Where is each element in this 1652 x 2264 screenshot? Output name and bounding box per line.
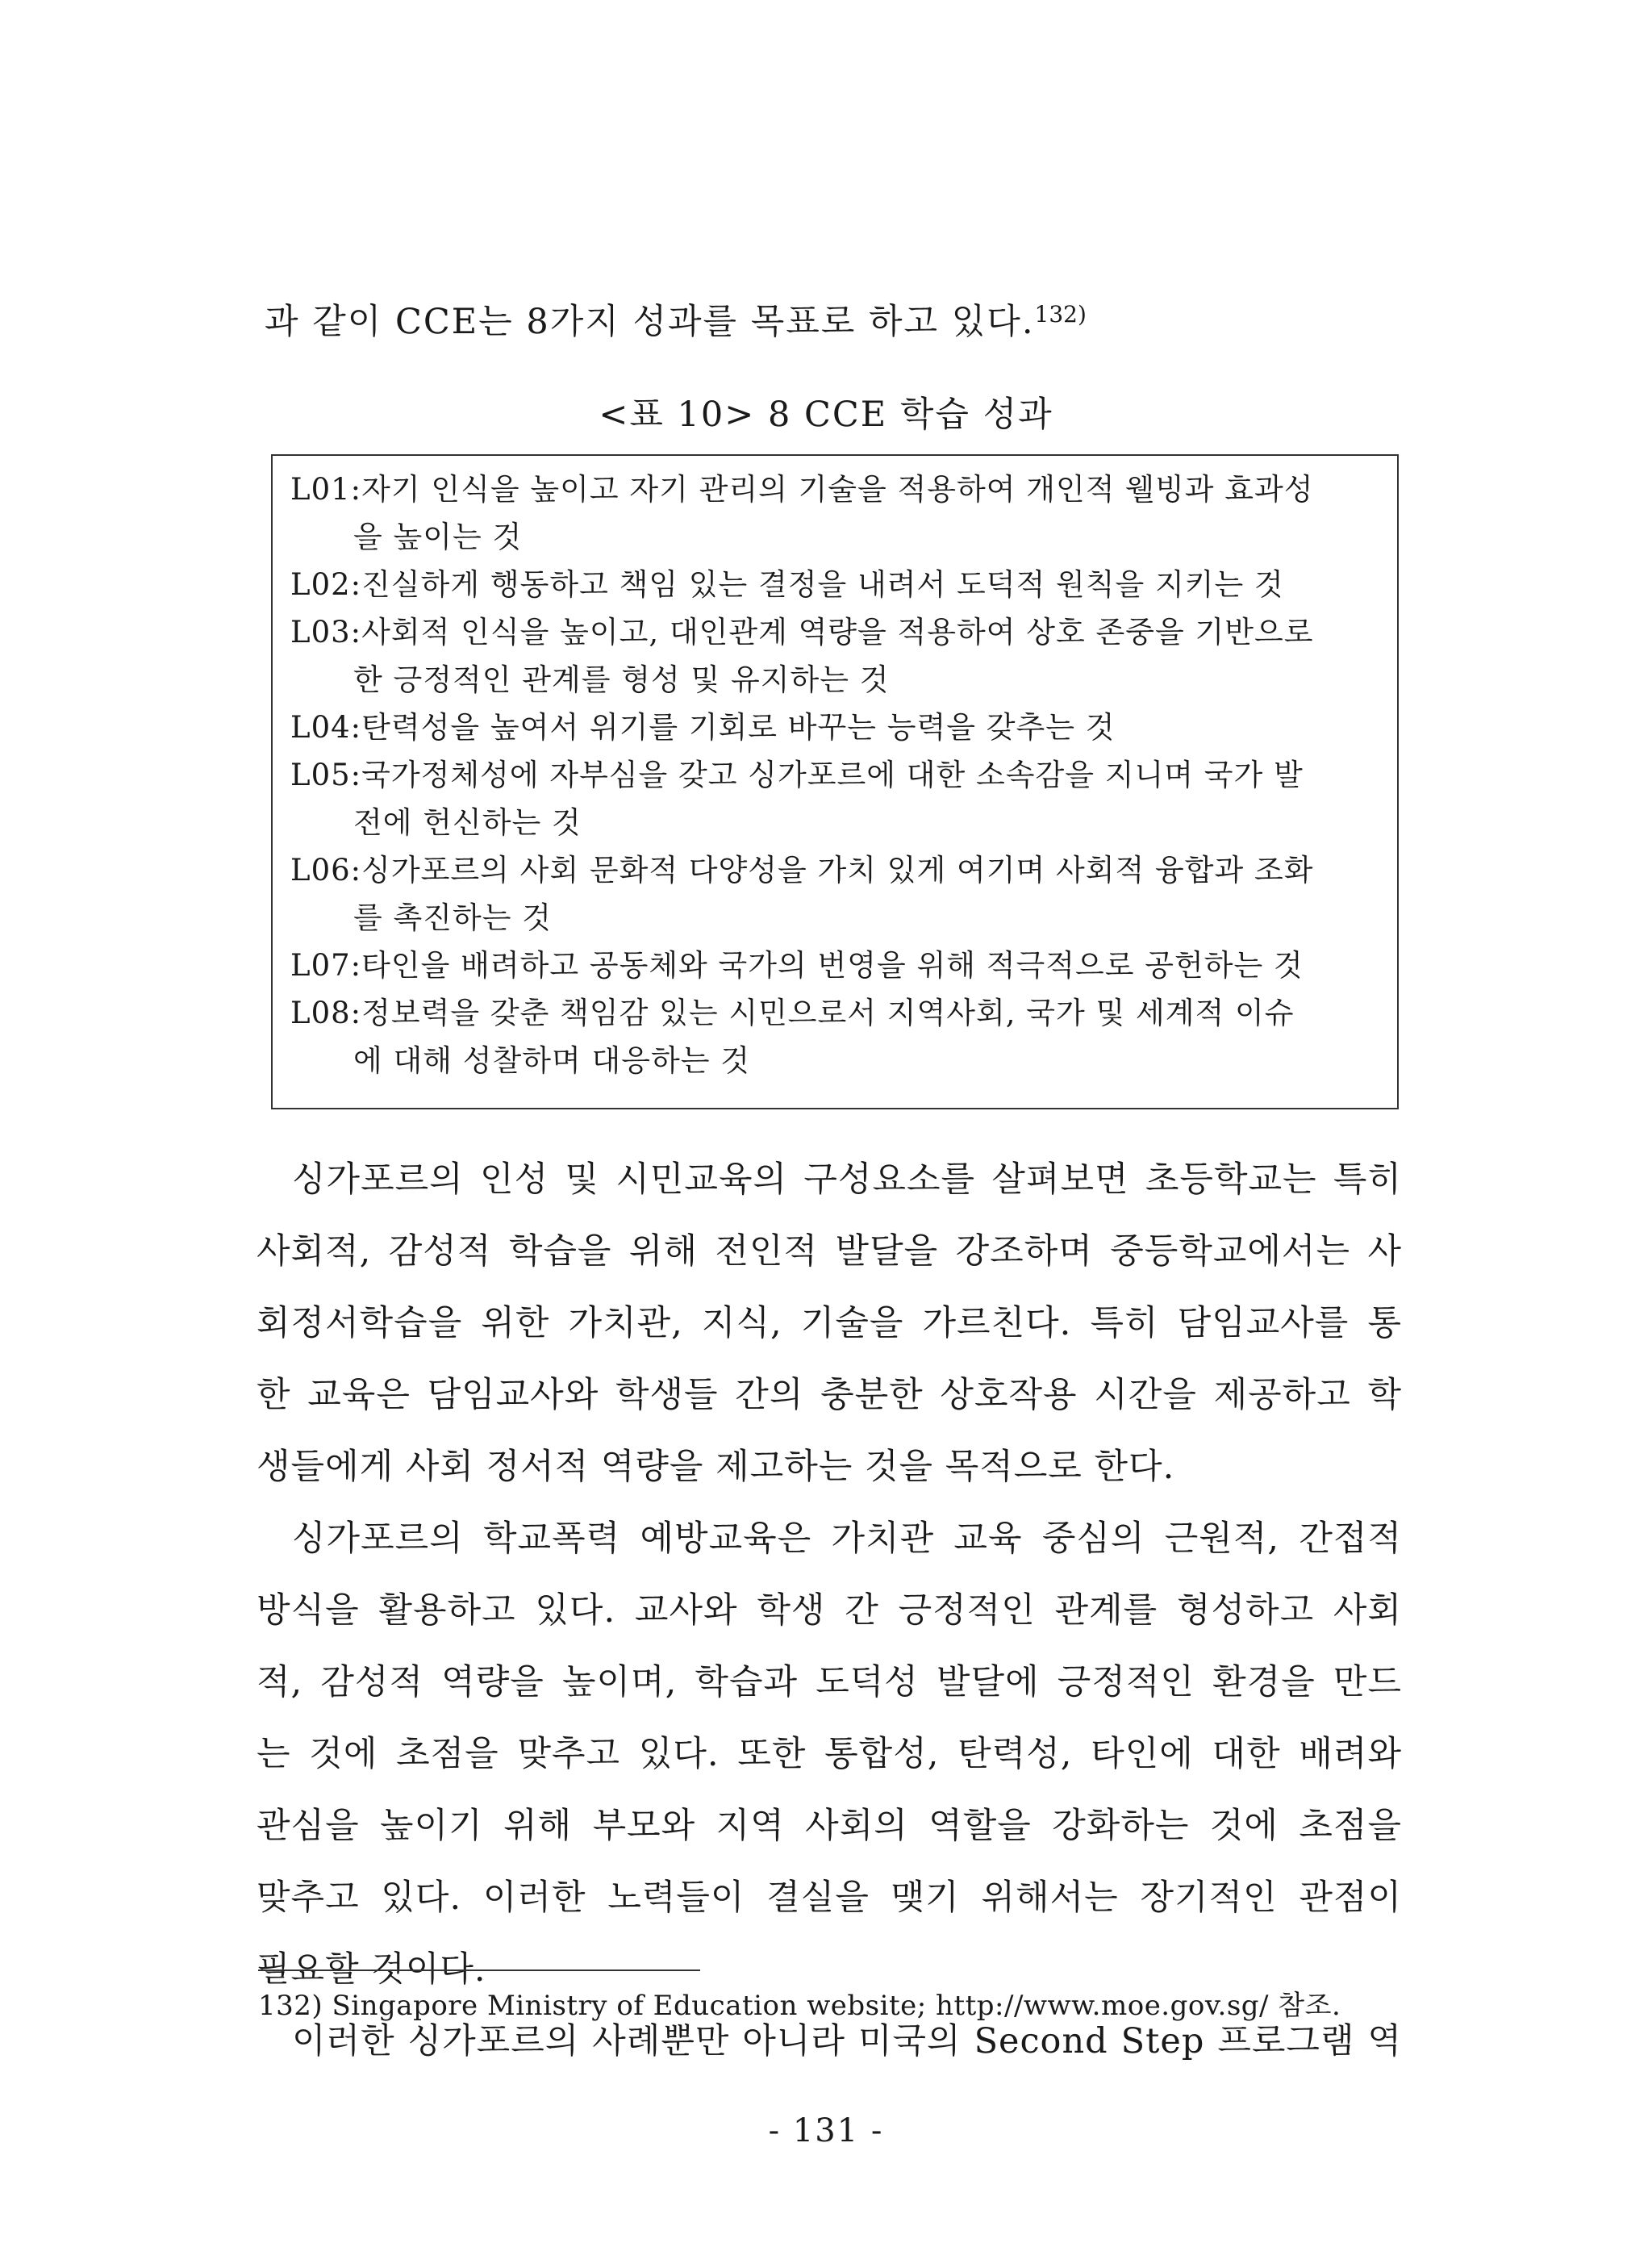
- paragraph-1: [257, 1144, 1402, 1503]
- paragraph-line: 사회적, 감성적 학습을 위해 전인적 발달을 강조하며 중등학교에서는 사: [257, 1231, 1402, 1272]
- table-caption: <표 10> 8 CCE 학습 성과: [599, 395, 1053, 435]
- footnote-ref[interactable]: 132): [1034, 301, 1087, 328]
- outcome-l02: [290, 561, 1383, 608]
- outcome-line: L01:자기 인식을 높이고 자기 관리의 기술을 적용하여 개인적 웰빙과 효과성: [290, 472, 1314, 507]
- paragraph-line: 이러한 싱가포르의 사례뿐만 아니라 미국의 Second Step 프로그램 역: [292, 2021, 1402, 2061]
- paragraph-line: 필요할 것이다.: [257, 1949, 486, 1990]
- body-text: [257, 1144, 1402, 2078]
- outcome-line-continued: 에 대해 성찰하며 대응하는 것: [353, 1043, 750, 1078]
- outcome-line: L07:타인을 배려하고 공동체와 국가의 번영을 위해 적극적으로 공헌하는 것: [290, 948, 1304, 983]
- page-number: - 131 -: [768, 2112, 884, 2149]
- paragraph-line: 생들에게 사회 정서적 역량을 제고하는 것을 목적으로 한다.: [257, 1447, 1175, 1487]
- outcome-l06: [290, 846, 1383, 942]
- outcome-line: L04:탄력성을 높여서 위기를 기회로 바꾸는 능력을 갖추는 것: [290, 710, 1116, 745]
- outcome-line-continued: 을 높이는 것: [353, 520, 523, 554]
- paragraph-line: 회정서학습을 위한 가치관, 지식, 기술을 가르친다. 특히 담임교사를 통: [257, 1303, 1402, 1343]
- outcome-line-continued: 전에 헌신하는 것: [353, 805, 582, 840]
- paragraph-line: 싱가포르의 인성 및 시민교육의 구성요소를 살펴보면 초등학교는 특히: [292, 1159, 1402, 1200]
- outcome-l05: [290, 751, 1383, 846]
- outcome-line: L03:사회적 인식을 높이고, 대인관계 역량을 적용하여 상호 존중을 기반으로: [290, 615, 1314, 650]
- outcome-l08: [290, 989, 1383, 1084]
- paragraph-line: 방식을 활용하고 있다. 교사와 학생 간 긍정적인 관계를 형성하고 사회: [257, 1590, 1402, 1631]
- paragraph-line: 관심을 높이기 위해 부모와 지역 사회의 역할을 강화하는 것에 초점을: [257, 1806, 1402, 1846]
- outcome-line: L02:진실하게 행동하고 책임 있는 결정을 내려서 도덕적 원칙을 지키는 것: [290, 567, 1284, 602]
- paragraph-line: 싱가포르의 학교폭력 예방교육은 가치관 교육 중심의 근원적, 간접적: [292, 1518, 1402, 1559]
- outcome-l07: [290, 942, 1383, 989]
- outcome-line-continued: 를 촉진하는 것: [353, 900, 552, 935]
- intro-sentence: [265, 294, 1087, 344]
- paragraph-line: 한 교육은 담임교사와 학생들 간의 충분한 상호작용 시간을 제공하고 학: [257, 1375, 1402, 1415]
- outcome-line-continued: 한 긍정적인 관계를 형성 및 유지하는 것: [353, 662, 890, 697]
- outcome-l03: [290, 608, 1383, 704]
- outcome-line: L06:싱가포르의 사회 문화적 다양성을 가치 있게 여기며 사회적 융합과 조화: [290, 853, 1314, 888]
- intro-text: 과 같이 CCE는 8가지 성과를 목표로 하고 있다.: [265, 302, 1035, 342]
- paragraph-line: 적, 감성적 역량을 높이며, 학습과 도덕성 발달에 긍정적인 환경을 만드: [257, 1662, 1402, 1702]
- outcome-line: L05:국가정체성에 자부심을 갖고 싱가포르에 대한 소속감을 지니며 국가 발: [290, 758, 1304, 792]
- outcome-l01: [290, 466, 1383, 561]
- paragraph-line: 는 것에 초점을 맞추고 있다. 또한 통합성, 탄력성, 타인에 대한 배려와: [257, 1734, 1402, 1774]
- footnote-divider: [258, 1970, 700, 1971]
- paragraph-line: 맞추고 있다. 이러한 노력들이 결실을 맺기 위해서는 장기적인 관점이: [257, 1878, 1402, 1918]
- footnote-132: 132) Singapore Ministry of Education website; http://www.moe.gov.sg/ 참조.: [258, 1990, 1341, 2022]
- paragraph-2: [257, 1503, 1402, 2006]
- outcome-line: L08:정보력을 갖춘 책임감 있는 시민으로서 지역사회, 국가 및 세계적 이슈: [290, 996, 1295, 1030]
- outcome-l04: [290, 704, 1383, 751]
- learning-outcomes-table: [271, 454, 1399, 1109]
